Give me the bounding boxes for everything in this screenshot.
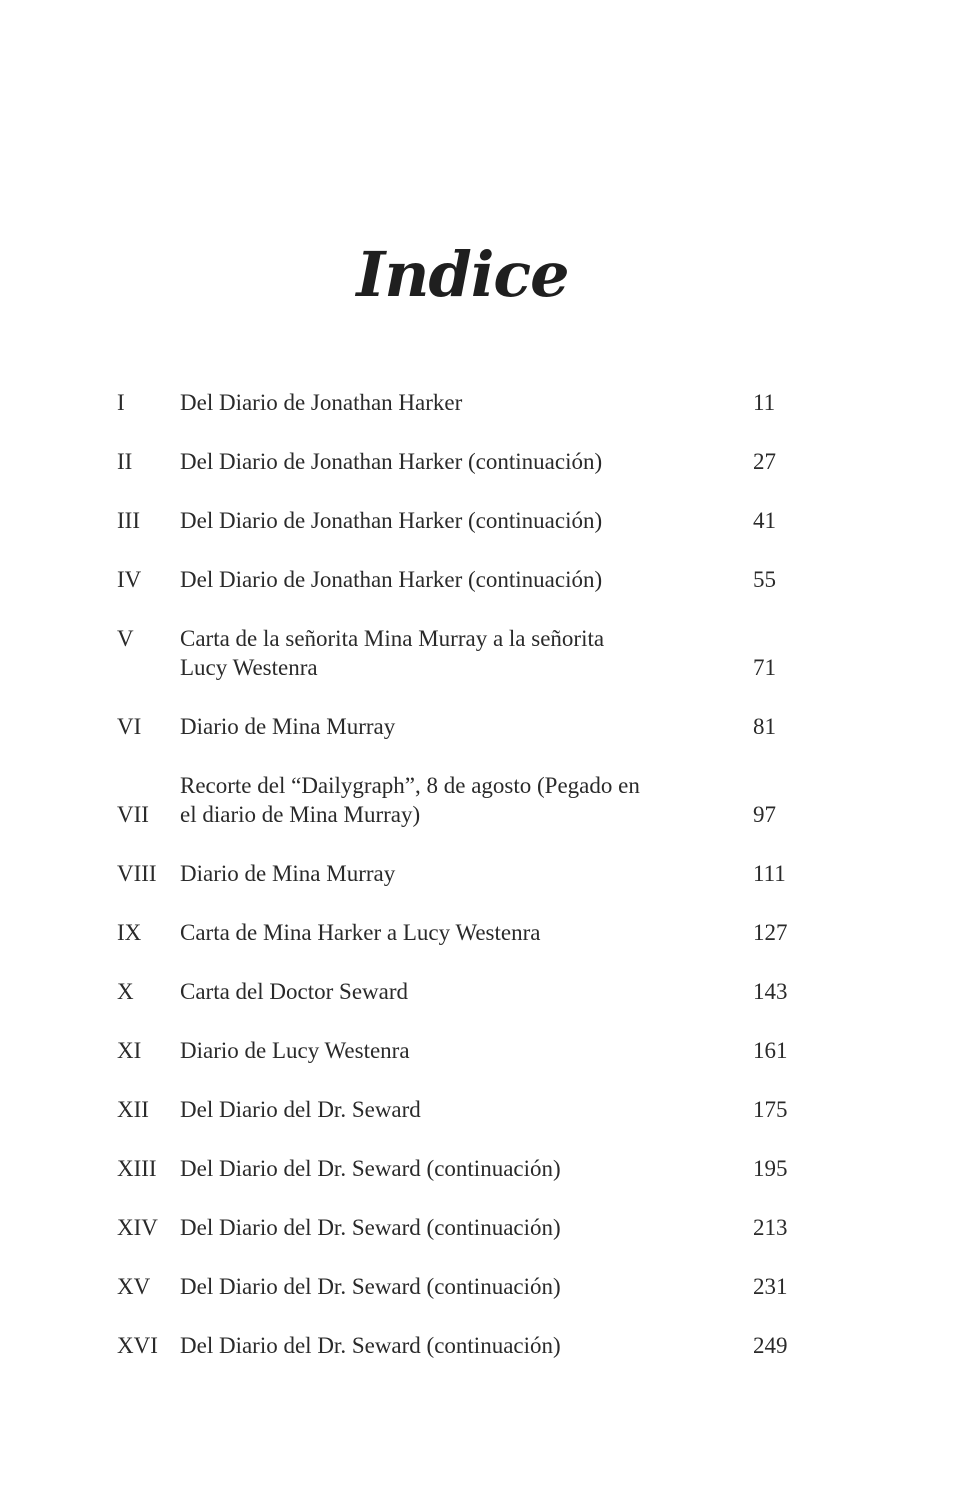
toc-entry-viii: [117, 859, 817, 918]
chapter-number: XIII: [117, 1156, 157, 1181]
chapter-title: Del Diario de Jonathan Harker (continuación): [180, 449, 603, 474]
chapter-title: Diario de Mina Murray: [180, 861, 396, 886]
toc-entry-iii: [117, 506, 817, 565]
chapter-title: Carta de Mina Harker a Lucy Westenra: [180, 920, 541, 945]
toc-entry-xiv: [117, 1213, 817, 1272]
chapter-title: Recorte del “Dailygraph”, 8 de agosto (Pegado en el diario de Mina Murray): [180, 773, 640, 827]
toc-entry-xv: [117, 1272, 817, 1331]
chapter-number: XV: [117, 1274, 151, 1299]
page-title: Indice: [356, 238, 569, 311]
chapter-number: V: [117, 626, 134, 651]
page-number: 111: [753, 861, 786, 886]
chapter-title: Del Diario de Jonathan Harker: [180, 390, 463, 415]
chapter-number: VI: [117, 714, 142, 739]
chapter-number: II: [117, 449, 133, 474]
page-number: 71: [753, 655, 776, 680]
chapter-number: III: [117, 508, 140, 533]
page-number: 81: [753, 714, 776, 739]
chapter-number: VIII: [117, 861, 157, 886]
toc-entry-v: [117, 624, 817, 712]
chapter-title: Carta del Doctor Seward: [180, 979, 409, 1004]
toc-entry-xvi: [117, 1331, 817, 1390]
chapter-number: XVI: [117, 1333, 158, 1358]
toc-entry-xi: [117, 1036, 817, 1095]
chapter-title: Del Diario de Jonathan Harker (continuación): [180, 567, 603, 592]
chapter-title: Del Diario del Dr. Seward (continuación): [180, 1333, 561, 1358]
chapter-title: Del Diario del Dr. Seward (continuación): [180, 1156, 561, 1181]
toc-entry-vi: [117, 712, 817, 771]
page-number: 175: [753, 1097, 788, 1122]
toc-entry-vii: [117, 771, 817, 859]
page-number: 127: [753, 920, 788, 945]
chapter-number: IV: [117, 567, 142, 592]
toc-entry-xii: [117, 1095, 817, 1154]
chapter-number: VII: [117, 802, 149, 827]
chapter-title: Diario de Lucy Westenra: [180, 1038, 410, 1063]
toc-entry-x: [117, 977, 817, 1036]
chapter-number: X: [117, 979, 134, 1004]
chapter-number: XII: [117, 1097, 149, 1122]
page-number: 249: [753, 1333, 788, 1358]
page-number: 143: [753, 979, 788, 1004]
chapter-title: Del Diario del Dr. Seward (continuación): [180, 1215, 561, 1240]
chapter-number: IX: [117, 920, 142, 945]
toc-entry-xiii: [117, 1154, 817, 1213]
chapter-number: XIV: [117, 1215, 158, 1240]
chapter-title: Del Diario del Dr. Seward (continuación): [180, 1274, 561, 1299]
page-number: 27: [753, 449, 776, 474]
page-number: 161: [753, 1038, 788, 1063]
chapter-title: Del Diario del Dr. Seward: [180, 1097, 421, 1122]
table-of-contents: [117, 388, 817, 1390]
chapter-number: I: [117, 390, 125, 415]
chapter-number: XI: [117, 1038, 142, 1063]
toc-entry-iv: [117, 565, 817, 624]
chapter-title: Carta de la señorita Mina Murray a la señorita Lucy Westenra: [180, 626, 605, 680]
page-number: 41: [753, 508, 776, 533]
toc-entry-i: [117, 388, 817, 447]
chapter-title: Diario de Mina Murray: [180, 714, 396, 739]
chapter-title: Del Diario de Jonathan Harker (continuación): [180, 508, 603, 533]
page-number: 213: [753, 1215, 788, 1240]
toc-entry-ii: [117, 447, 817, 506]
page-number: 195: [753, 1156, 788, 1181]
page-number: 11: [753, 390, 776, 415]
page-number: 231: [753, 1274, 788, 1299]
page-number: 97: [753, 802, 776, 827]
toc-entry-ix: [117, 918, 817, 977]
page-number: 55: [753, 567, 776, 592]
